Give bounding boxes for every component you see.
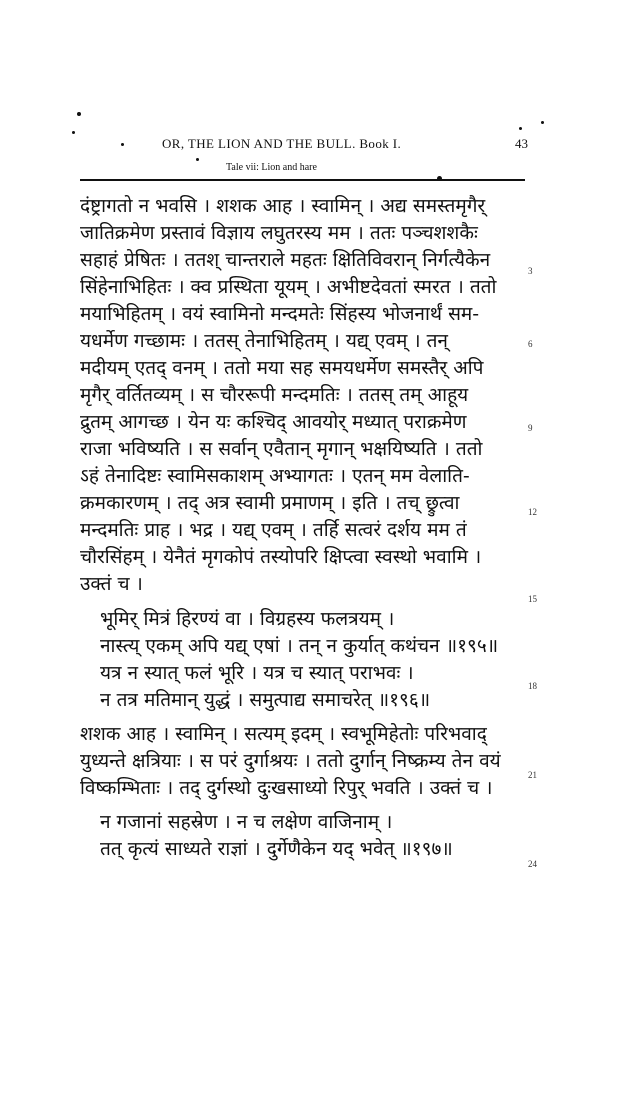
verse-line: भूमिर् मित्रं हिरण्यं वा । विग्रहस्य फलत्रयम् ।: [100, 608, 395, 630]
verse-line: तत् कृत्यं साध्यते राज्ञां । दुर्गेणैकेन यद् भवेत् ॥१९७॥: [100, 838, 453, 860]
text-line: ऽहं तेनादिष्टः स्वामिसकाशम् अभ्यागतः । एतन् मम वेलाति-: [80, 465, 470, 487]
line-number-marker: 24: [528, 859, 537, 869]
text-line: चौरसिंहम् । येनैतं मृगकोपं तस्योपरि क्षिप्त्वा स्वस्थो भवामि ।: [80, 546, 482, 568]
text-line: विष्कम्भिताः । तद् दुर्गस्थो दुःखसाध्यो रिपुर् भवति । उक्तं च ।: [80, 777, 493, 799]
text-line: शशक आह । स्वामिन् । सत्यम् इदम् । स्वभूमिहेतोः परिभवाद्: [80, 723, 487, 745]
line-number-marker: 12: [528, 507, 537, 517]
verse-line: न गजानां सहस्रेण । न च लक्षेण वाजिनाम् ।: [100, 811, 393, 833]
text-line: यधर्मेण गच्छामः । ततस् तेनाभिहितम् । यद्य् एवम् । तन्: [80, 330, 448, 352]
text-line: मन्दमतिः प्राह । भद्र । यद्य् एवम् । तर्हि सत्वरं दर्शय मम तं: [80, 519, 467, 541]
page-number: 43: [515, 136, 528, 151]
header-rule: [80, 179, 525, 181]
text-line: मयाभिहितम् । वयं स्वामिनो मन्दमतेः सिंहस्य भोजनार्थं सम-: [80, 303, 480, 325]
line-number-marker: 6: [528, 339, 533, 349]
line-number-marker: 21: [528, 770, 537, 780]
text-line: क्रमकारणम् । तद् अत्र स्वामी प्रमाणम् । इति । तच् छ्रुत्वा: [80, 492, 460, 514]
text-line: दंष्ट्रागतो न भवसि । शशक आह । स्वामिन् । अद्य समस्तमृगैर्: [80, 195, 486, 217]
text-line: उक्तं च ।: [80, 573, 143, 595]
text-line: द्रुतम् आगच्छ । येन यः कश्चिद् आवयोर् मध्यात् पराक्रमेण: [80, 411, 467, 433]
running-title: OR, THE LION AND THE BULL. Book I.: [162, 136, 402, 151]
verse-line: न तत्र मतिमान् युद्धं । समुत्पाद्य समाचरेत् ॥१९६॥: [100, 689, 431, 711]
text-line: युध्यन्ते क्षत्रियाः । स परं दुर्गाश्रयः । ततो दुर्गान् निष्क्रम्य तेन वयं: [80, 750, 501, 772]
text-line: राजा भविष्यति । स सर्वान् एवैतान् मृगान् भक्षयिष्यति । ततो: [80, 438, 483, 460]
text-line: सहाहं प्रेषितः । ततश् चान्तराले महतः क्षितिविवरान् निर्गत्यैकेन: [80, 249, 491, 271]
scan-mark: [77, 112, 81, 116]
line-number-marker: 9: [528, 423, 533, 433]
text-line: सिंहेनाभिहितः । क्व प्रस्थिता यूयम् । अभीष्टदेवतां स्मरत । ततो: [80, 276, 497, 298]
verse-line: यत्र न स्यात् फलं भूरि । यत्र च स्यात् पराभवः ।: [100, 662, 414, 684]
scan-mark: [196, 158, 199, 161]
scan-mark: [519, 127, 522, 130]
verse-line: नास्त्य् एकम् अपि यद्य् एषां । तन् न कुर्यात् कथंचन ॥१९५॥: [100, 635, 499, 657]
scan-mark: [72, 131, 75, 134]
line-number-marker: 15: [528, 594, 537, 604]
text-line: जातिक्रमेण प्रस्तावं विज्ञाय लघुतरस्य मम । ततः पञ्चशशकैः: [80, 222, 478, 244]
text-line: मृगैर् वर्तितव्यम् । स चौररूपी मन्दमतिः । ततस् तम् आहूय: [80, 384, 469, 406]
text-line: मदीयम् एतद् वनम् । ततो मया सह समयधर्मेण समस्तैर् अपि: [80, 357, 484, 379]
line-number-marker: 3: [528, 266, 533, 276]
page-header: [0, 136, 633, 156]
tale-label: Tale vii: Lion and hare: [226, 162, 317, 173]
line-number-marker: 18: [528, 681, 537, 691]
scan-mark: [541, 121, 544, 124]
